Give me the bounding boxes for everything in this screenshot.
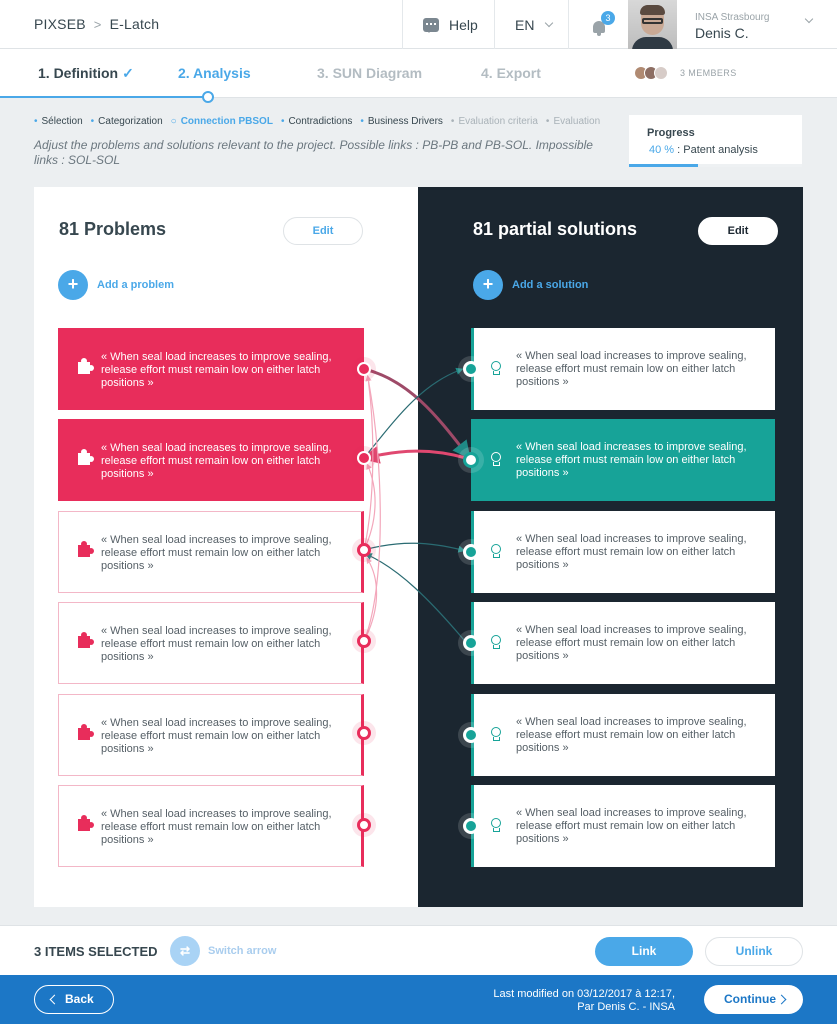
chat-icon xyxy=(423,18,439,32)
step-definition-label: 1. Definition xyxy=(38,65,119,81)
solution-text: « When seal load increases to improve sealing, release effort must remain low on either latch positions » xyxy=(516,441,747,479)
instructions-text: Adjust the problems and solutions relevant to the project. Possible links : PB-PB and PB-SOL. Impossible links : SOL-SOL xyxy=(34,138,593,167)
solution-card[interactable] xyxy=(471,328,775,410)
breadcrumb-project[interactable]: PIXSEB xyxy=(34,16,86,32)
language-select[interactable] xyxy=(494,0,568,49)
solution-text: « When seal load increases to improve sealing, release effort must remain low on either latch positions » xyxy=(516,533,747,571)
progress-fill xyxy=(629,164,698,167)
solution-connector[interactable] xyxy=(458,722,484,748)
problem-text: « When seal load increases to improve sealing, release effort must remain low on either latch positions » xyxy=(101,717,332,755)
user-name: Denis C. xyxy=(695,25,749,41)
puzzle-icon xyxy=(78,545,90,557)
selected-count: 3 ITEMS SELECTED xyxy=(34,944,158,959)
add-problem-button[interactable] xyxy=(58,270,174,300)
notification-badge: 3 xyxy=(601,11,615,25)
top-header xyxy=(0,0,837,49)
step-definition[interactable] xyxy=(38,65,134,82)
problem-card[interactable] xyxy=(58,602,364,684)
problem-connector[interactable] xyxy=(352,446,376,470)
substep-connection-pbsol[interactable]: ○ Connection PBSOL xyxy=(171,116,273,127)
puzzle-icon xyxy=(78,819,90,831)
chevron-right-icon: > xyxy=(93,17,102,32)
solution-connector[interactable] xyxy=(458,630,484,656)
chevron-down-icon xyxy=(545,18,553,26)
last-modified xyxy=(493,988,675,1014)
last-modified-line2: Par Denis C. - INSA xyxy=(577,1001,675,1013)
problem-connector[interactable] xyxy=(352,813,376,837)
solution-connector[interactable] xyxy=(458,356,484,382)
edit-solutions-button[interactable]: Edit xyxy=(698,217,778,245)
solution-card[interactable] xyxy=(471,785,775,867)
lightbulb-icon xyxy=(491,818,501,828)
add-solution-button[interactable] xyxy=(473,270,588,300)
puzzle-icon xyxy=(78,636,90,648)
continue-button[interactable]: Continue xyxy=(704,985,803,1014)
substep-evaluation-criteria: • Evaluation criteria xyxy=(451,116,538,127)
plus-icon: + xyxy=(473,270,503,300)
problem-text: « When seal load increases to improve sealing, release effort must remain low on either latch positions » xyxy=(101,808,332,846)
solution-card[interactable] xyxy=(471,694,775,776)
problem-card[interactable] xyxy=(58,694,364,776)
problem-connector[interactable] xyxy=(352,721,376,745)
lightbulb-icon xyxy=(491,727,501,737)
back-button[interactable]: Back xyxy=(34,985,114,1014)
switch-arrow-label: Switch arrow xyxy=(208,945,277,957)
language-value: EN xyxy=(515,16,535,33)
problem-card[interactable] xyxy=(58,328,364,410)
step-progress-line xyxy=(0,96,208,98)
puzzle-icon xyxy=(78,453,90,465)
user-info[interactable] xyxy=(695,12,769,41)
step-export[interactable]: 4. Export xyxy=(481,65,541,81)
check-icon: ✓ xyxy=(122,65,134,81)
footer-bar xyxy=(0,975,837,1024)
members-label: 3 MEMBERS xyxy=(680,68,737,78)
solution-card[interactable] xyxy=(471,419,775,501)
progress-track xyxy=(629,164,802,167)
user-menu-chevron-icon[interactable] xyxy=(805,15,813,23)
problem-text: « When seal load increases to improve sealing, release effort must remain low on either latch positions » xyxy=(101,534,332,572)
swap-icon: ⇄ xyxy=(170,936,200,966)
solution-connector[interactable] xyxy=(458,447,484,473)
problem-card[interactable] xyxy=(58,511,364,593)
problems-title: 81 Problems xyxy=(59,219,167,239)
lightbulb-icon xyxy=(491,452,501,462)
problem-connector[interactable] xyxy=(352,357,376,381)
breadcrumb xyxy=(34,16,159,32)
link-button[interactable]: Link xyxy=(595,937,693,966)
substep-nav xyxy=(34,116,608,127)
plus-icon: + xyxy=(58,270,88,300)
lightbulb-icon xyxy=(491,544,501,554)
substep-selection[interactable]: • Sélection xyxy=(34,116,83,127)
members[interactable] xyxy=(634,66,737,80)
progress-label: : Patent analysis xyxy=(674,144,758,156)
solution-text: « When seal load increases to improve sealing, release effort must remain low on either latch positions » xyxy=(516,807,747,845)
edit-problems-button[interactable]: Edit xyxy=(283,217,363,245)
problem-text: « When seal load increases to improve sealing, release effort must remain low on either latch positions » xyxy=(101,625,332,663)
member-avatar xyxy=(654,66,668,80)
solution-connector[interactable] xyxy=(458,813,484,839)
lightbulb-icon xyxy=(491,361,501,371)
progress-value: 40 % xyxy=(649,144,675,156)
help-button[interactable] xyxy=(402,0,494,49)
solution-card[interactable] xyxy=(471,602,775,684)
solution-connector[interactable] xyxy=(458,539,484,565)
progress-title: Progress xyxy=(647,127,695,139)
add-problem-label: Add a problem xyxy=(97,279,175,291)
substep-business-drivers[interactable]: • Business Drivers xyxy=(360,116,443,127)
problem-text: « When seal load increases to improve sealing, release effort must remain low on either latch positions » xyxy=(101,351,332,389)
problem-card[interactable] xyxy=(58,419,364,501)
problem-connector[interactable] xyxy=(352,629,376,653)
step-progress-dot xyxy=(202,91,214,103)
step-sun-diagram[interactable]: 3. SUN Diagram xyxy=(317,65,423,81)
solution-text: « When seal load increases to improve sealing, release effort must remain low on either latch positions » xyxy=(516,350,747,388)
switch-arrow-button[interactable] xyxy=(170,936,276,966)
solutions-title: 81 partial solutions xyxy=(473,219,638,239)
step-nav xyxy=(0,49,837,98)
breadcrumb-current: E-Latch xyxy=(109,16,160,32)
notifications-button[interactable] xyxy=(568,0,628,49)
last-modified-line1: Last modified on 03/12/2017 à 12:17, xyxy=(493,988,675,1000)
progress-card xyxy=(629,115,802,167)
add-solution-label: Add a solution xyxy=(512,279,589,291)
lightbulb-icon xyxy=(491,635,501,645)
step-analysis[interactable]: 2. Analysis xyxy=(178,65,251,81)
substep-evaluation: • Evaluation xyxy=(546,116,600,127)
substep-contradictions[interactable]: • Contradictions xyxy=(281,116,352,127)
problem-card[interactable] xyxy=(58,785,364,867)
help-label: Help xyxy=(449,16,478,33)
solution-text: « When seal load increases to improve sealing, release effort must remain low on either latch positions » xyxy=(516,716,747,754)
puzzle-icon xyxy=(78,728,90,740)
problem-connector[interactable] xyxy=(352,538,376,562)
unlink-button[interactable]: Unlink xyxy=(705,937,803,966)
avatar[interactable] xyxy=(628,0,677,49)
solution-card[interactable] xyxy=(471,511,775,593)
problem-text: « When seal load increases to improve sealing, release effort must remain low on either latch positions » xyxy=(101,442,332,480)
substep-categorization[interactable]: • Categorization xyxy=(91,116,163,127)
selection-bar xyxy=(0,925,837,975)
user-org: INSA Strasbourg xyxy=(695,12,770,23)
solution-text: « When seal load increases to improve sealing, release effort must remain low on either latch positions » xyxy=(516,624,747,662)
progress-value-line xyxy=(649,144,758,156)
puzzle-icon xyxy=(78,362,90,374)
